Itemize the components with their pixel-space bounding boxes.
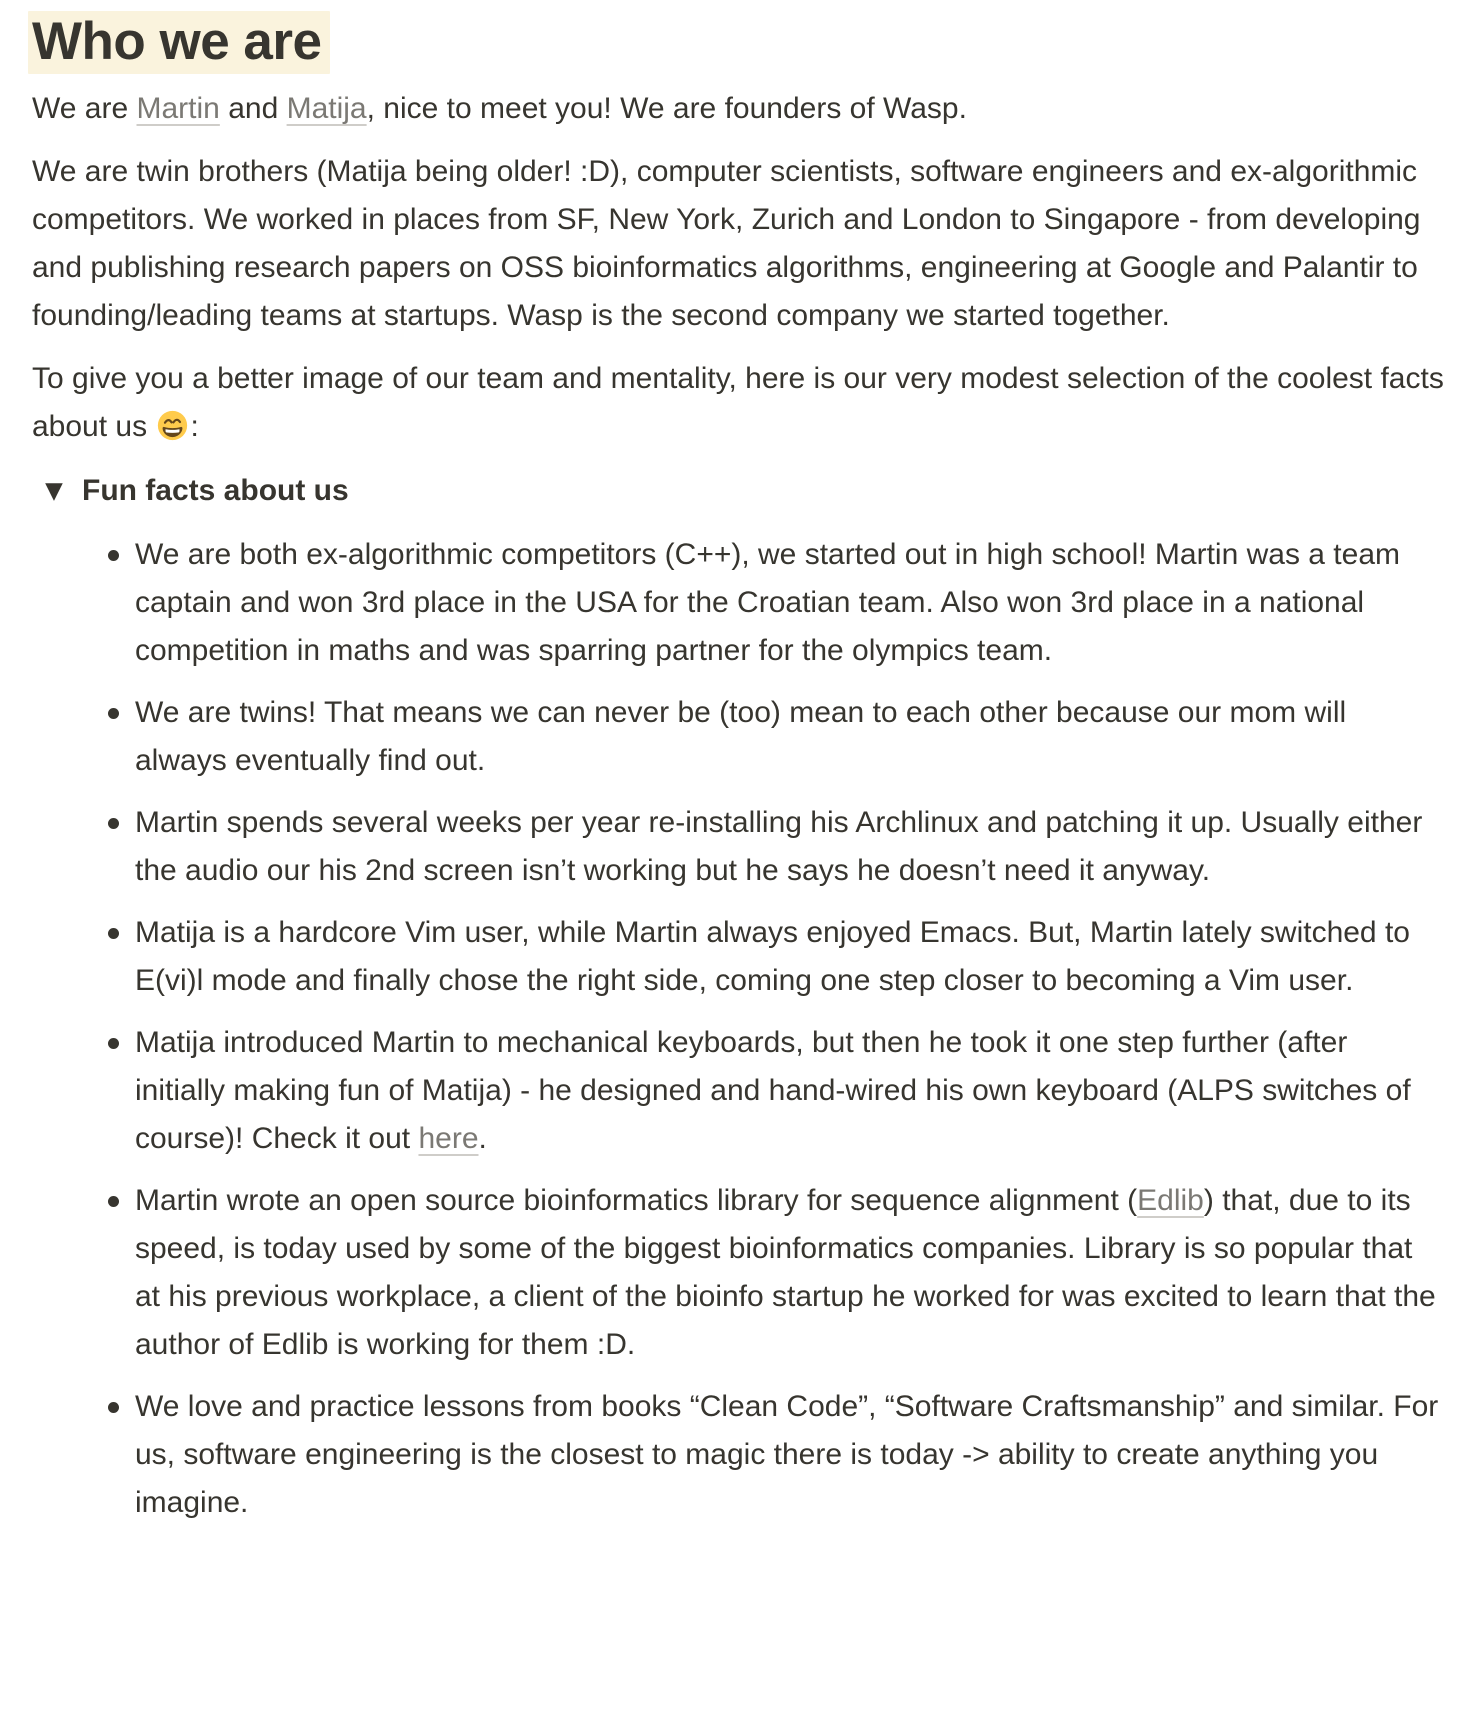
toggle-collapse-button[interactable] (32, 469, 76, 513)
fun-fact-text: We are twins! That means we can never be (too) mean to each other because our mom will always eventually find out. (135, 696, 1347, 777)
document-content (32, 14, 1444, 1527)
lead-in-paragraph: To give you a better image of our team and mentality, here is our very modest selection of the coolest facts about us : (32, 362, 1444, 443)
inline-link[interactable]: Martin (136, 92, 220, 125)
fun-fact-text: Martin wrote an open source bioinformatics library for sequence alignment (Edlib) that, due to its speed, is today used by some of the biggest bioinformatics companies. Library is so popular that at his previous workplace, a client of the bioinfo startup he worked for was excited to learn that the author of Edlib is working for them :D. (135, 1184, 1436, 1361)
fun-fact-item (32, 1177, 1444, 1369)
grinning-face-emoji-icon (157, 410, 188, 441)
page-heading (32, 14, 1444, 70)
toggle-label: Fun facts about us (82, 474, 349, 507)
triangle-down-icon: ▼ (45, 477, 63, 504)
heading-highlight-text: Who we are (28, 11, 330, 74)
fun-fact-item (32, 1383, 1444, 1527)
fun-fact-item (32, 531, 1444, 675)
fun-fact-item (32, 909, 1444, 1005)
inline-link[interactable]: here (418, 1122, 479, 1155)
fun-fact-text: Matija introduced Martin to mechanical keyboards, but then he took it one step further (after initially making fun of Matija) - he designed and hand-wired his own keyboard (ALPS switches of course)! Check it out here. (135, 1026, 1411, 1155)
fun-fact-item (32, 689, 1444, 785)
bio-paragraph: We are twin brothers (Matija being older! :D), computer scientists, software engineers and ex-algorithmic competitors. We worked in places from SF, New York, Zurich and London to Singapore - from developing and publishing research papers on OSS bioinformatics algorithms, engineering at Google and Palantir to founding/leading teams at startups. Wasp is the second company we started together. (32, 155, 1421, 332)
fun-fact-text: We love and practice lessons from books “Clean Code”, “Software Craftsmanship” and similar. For us, software engineering is the closest to magic there is today -> ability to create anything you imagine. (135, 1390, 1439, 1519)
fun-fact-text: We are both ex-algorithmic competitors (C++), we started out in high school! Martin was a team captain and won 3rd place in the USA for the Croatian team. Also won 3rd place in a national competition in maths and was sparring partner for the olympics team. (135, 538, 1400, 667)
inline-link[interactable]: Matija (286, 92, 367, 125)
fun-fact-item (32, 1019, 1444, 1163)
fun-fact-item (32, 799, 1444, 895)
fun-fact-text: Matija is a hardcore Vim user, while Martin always enjoyed Emacs. But, Martin lately switched to E(vi)l mode and finally chose the right side, coming one step closer to becoming a Vim user. (135, 916, 1410, 997)
fun-fact-text: Martin spends several weeks per year re-installing his Archlinux and patching it up. Usually either the audio our his 2nd screen isn’t working but he says he doesn’t need it anyway. (135, 806, 1423, 887)
inline-link[interactable]: Edlib (1137, 1184, 1204, 1217)
intro-paragraph: We are Martin and Matija, nice to meet you! We are founders of Wasp. (32, 92, 967, 125)
fun-facts-toggle-row (32, 467, 1444, 515)
fun-facts-list (32, 531, 1444, 1527)
